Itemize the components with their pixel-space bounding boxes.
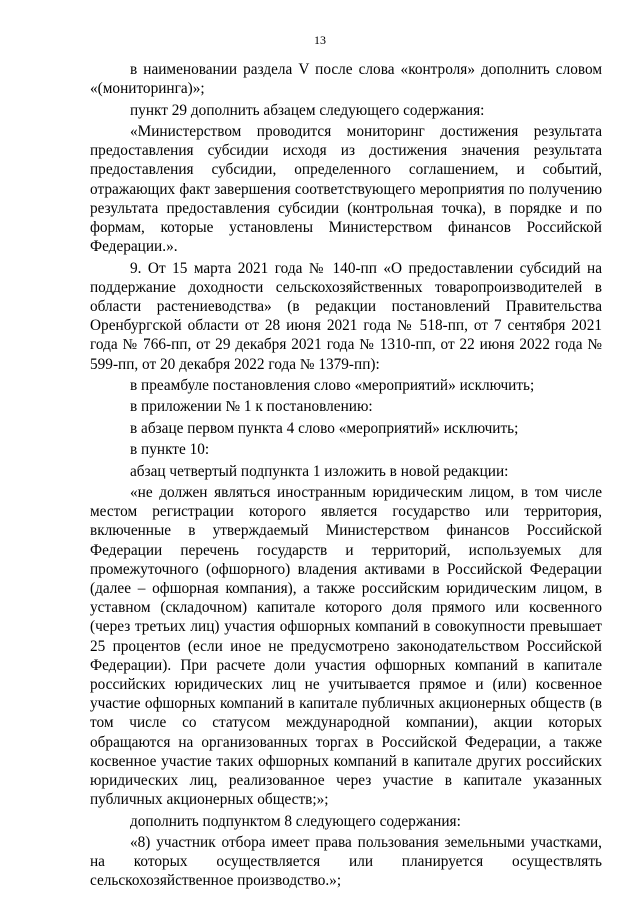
paragraph-item-9: 9. От 15 марта 2021 года № 140-пп «О предоставлении субсидий на поддержание доходности сельскохозяйственных товаропроизводителей в области растениеводства» (в редакции постановлений Правительства Оренбургской области от 28 июня 2021 года № 518-пп, от 7 сентября 2021 года № 766-пп, от 29 декабря 2021 года № 1310-пп, от 22 июня 2022 года № 599-пп, от 20 декабря 2022 года № 1379-пп):: [90, 259, 602, 373]
document-body: [90, 60, 602, 891]
paragraph-point-4-change: в абзаце первом пункта 4 слово «мероприятий» исключить;: [130, 419, 519, 437]
paragraph-subpoint-1-intro: абзац четвертый подпункта 1 изложить в новой редакции:: [130, 462, 509, 480]
paragraph-point-10: в пункте 10:: [130, 441, 210, 459]
page-number: 13: [314, 33, 326, 47]
paragraph-appendix-1: в приложении № 1 к постановлению:: [130, 398, 373, 416]
paragraph-subpoint-8-intro: дополнить подпунктом 8 следующего содержания:: [130, 812, 461, 830]
paragraph-section-v-amendment: в наименовании раздела V после слова «контроля» дополнить словом «(мониторинга)»;: [90, 61, 602, 98]
paragraph-monitoring-text: «Министерством проводится мониторинг достижения результата предоставления субсидии исходя из достижения значения результата предоставления субсидии, определенного соглашением, и событий, отражающих факт завершения соответствующего мероприятия по получению результата предоставления субсидии (контрольная точка), в порядке и по формам, которые установлены Министерством финансов Российской Федерации.».: [90, 122, 602, 256]
paragraph-offshore-text: «не должен являться иностранным юридическим лицом, в том числе местом регистрации которого является государство или территория, включенные в утверждаемый Министерством финансов Российской Федерации перечень государств и территорий, используемых для промежуточного (офшорного) владения активами в Российской Федерации (далее – офшорная компания), а также российским юридическим лицом, в уставном (складочном) капитале которого доля прямого или косвенного (через третьих лиц) участия офшорных компаний в совокупности превышает 25 процентов (если иное не предусмотрено законодательством Российской Федерации). При расчете доли участия офшорных компаний в капитале российских юридических лиц не учитывается прямое и (или) косвенное участие офшорных компаний в капитале публичных акционерных обществ (в том числе со статусом международной компании), акции которых обращаются на организованных торгах в Российской Федерации, а также косвенное участие таких офшорных компаний в капитале других российских юридических лиц, реализованное через участие в капитале указанных публичных акционерных обществ;»;: [90, 483, 602, 809]
paragraph-subpoint-8-text: «8) участник отбора имеет права пользования земельными участками, на которых осуществляется или планируется осуществлять сельскохозяйственное производство.»;: [90, 833, 602, 890]
paragraph-point-29-intro: пункт 29 дополнить абзацем следующего содержания:: [130, 101, 485, 119]
paragraph-preamble-change: в преамбуле постановления слово «мероприятий» исключить;: [130, 377, 535, 394]
